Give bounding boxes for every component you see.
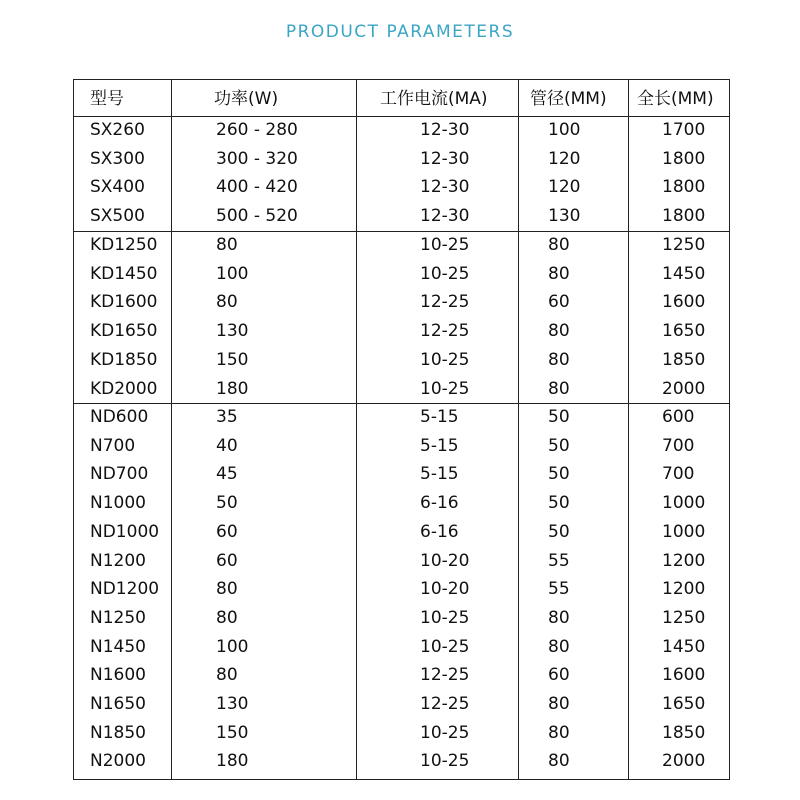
cell-power: 100 <box>216 636 249 657</box>
cell-model: SX400 <box>90 177 145 198</box>
cell-diameter: 80 <box>548 263 570 284</box>
table-row <box>74 747 729 776</box>
cell-length: 2000 <box>662 378 706 399</box>
cell-length: 1600 <box>662 665 706 686</box>
cell-current: 12-25 <box>420 694 470 714</box>
cell-power: 130 <box>216 694 249 714</box>
header-length: 全长(MM) <box>637 89 714 109</box>
table-row <box>74 575 729 604</box>
cell-current: 12-25 <box>420 321 470 342</box>
cell-current: 6-16 <box>420 521 459 542</box>
table-row <box>74 202 729 231</box>
cell-power: 100 <box>216 263 249 284</box>
header-current: 工作电流(MA) <box>380 89 488 109</box>
cell-power: 50 <box>216 493 238 514</box>
table-row <box>74 375 729 404</box>
cell-diameter: 55 <box>548 550 570 571</box>
cell-diameter: 80 <box>548 722 570 743</box>
cell-power: 150 <box>216 722 249 743</box>
cell-current: 10-25 <box>420 636 470 657</box>
cell-length: 1700 <box>662 120 706 140</box>
cell-model: KD1850 <box>90 349 158 370</box>
header-model: 型号 <box>90 89 124 109</box>
cell-current: 12-30 <box>420 177 470 198</box>
cell-diameter: 80 <box>548 321 570 342</box>
cell-diameter: 80 <box>548 751 570 772</box>
cell-power: 500 - 520 <box>216 206 298 227</box>
cell-model: SX500 <box>90 206 145 227</box>
cell-model: N1200 <box>90 550 146 571</box>
cell-length: 1800 <box>662 206 706 227</box>
cell-diameter: 50 <box>548 521 570 542</box>
cell-model: N2000 <box>90 751 146 772</box>
cell-model: KD1250 <box>90 235 158 255</box>
cell-current: 5-15 <box>420 407 459 427</box>
cell-power: 260 - 280 <box>216 120 298 140</box>
cell-power: 45 <box>216 464 238 485</box>
cell-length: 1450 <box>662 636 706 657</box>
cell-model: KD1450 <box>90 263 158 284</box>
cell-length: 1200 <box>662 550 706 571</box>
table-row <box>74 518 729 547</box>
cell-model: SX260 <box>90 120 145 140</box>
cell-current: 10-25 <box>420 349 470 370</box>
cell-current: 10-25 <box>420 378 470 399</box>
cell-current: 10-25 <box>420 235 470 255</box>
cell-current: 10-25 <box>420 607 470 628</box>
cell-current: 12-30 <box>420 206 470 227</box>
cell-diameter: 50 <box>548 464 570 485</box>
cell-diameter: 50 <box>548 407 570 427</box>
parameters-table <box>73 79 730 780</box>
cell-model: N1450 <box>90 636 146 657</box>
cell-length: 1250 <box>662 235 706 255</box>
table-row <box>74 432 729 461</box>
cell-power: 60 <box>216 550 238 571</box>
cell-diameter: 80 <box>548 607 570 628</box>
table-header-row <box>74 80 729 109</box>
cell-length: 700 <box>662 464 695 485</box>
cell-diameter: 80 <box>548 349 570 370</box>
table-row <box>74 260 729 289</box>
cell-power: 80 <box>216 292 238 313</box>
cell-length: 1800 <box>662 177 706 198</box>
table-row <box>74 690 729 719</box>
cell-diameter: 80 <box>548 694 570 714</box>
cell-model: KD1600 <box>90 292 158 313</box>
cell-current: 5-15 <box>420 464 459 485</box>
cell-diameter: 55 <box>548 579 570 600</box>
cell-power: 300 - 320 <box>216 148 298 169</box>
cell-current: 12-30 <box>420 148 470 169</box>
cell-model: N1850 <box>90 722 146 743</box>
cell-length: 1650 <box>662 694 706 714</box>
cell-current: 10-25 <box>420 751 470 772</box>
header-power: 功率(W) <box>214 89 279 109</box>
table-row <box>74 547 729 576</box>
cell-model: N1650 <box>90 694 146 714</box>
table-row <box>74 346 729 375</box>
cell-diameter: 120 <box>548 177 581 198</box>
table-row <box>74 145 729 174</box>
header-diameter: 管径(MM) <box>530 89 607 109</box>
cell-power: 80 <box>216 607 238 628</box>
cell-model: N1600 <box>90 665 146 686</box>
cell-length: 1650 <box>662 321 706 342</box>
cell-model: ND700 <box>90 464 149 485</box>
cell-length: 700 <box>662 435 695 456</box>
cell-current: 10-25 <box>420 722 470 743</box>
cell-current: 6-16 <box>420 493 459 514</box>
cell-length: 1450 <box>662 263 706 284</box>
cell-power: 35 <box>216 407 238 427</box>
cell-power: 130 <box>216 321 249 342</box>
cell-length: 1000 <box>662 493 706 514</box>
cell-current: 10-20 <box>420 550 470 571</box>
cell-diameter: 80 <box>548 636 570 657</box>
page-title: PRODUCT PARAMETERS <box>285 22 515 42</box>
cell-current: 12-25 <box>420 665 470 686</box>
cell-length: 1850 <box>662 722 706 743</box>
cell-length: 2000 <box>662 751 706 772</box>
table-row <box>74 317 729 346</box>
cell-model: KD2000 <box>90 378 158 399</box>
table-row <box>74 116 729 145</box>
cell-diameter: 80 <box>548 235 570 255</box>
table-row <box>74 719 729 748</box>
cell-model: ND600 <box>90 407 149 427</box>
cell-length: 1250 <box>662 607 706 628</box>
cell-current: 12-25 <box>420 292 470 313</box>
table-row <box>74 403 729 432</box>
cell-current: 5-15 <box>420 435 459 456</box>
cell-power: 180 <box>216 751 249 772</box>
cell-model: ND1000 <box>90 521 160 542</box>
cell-length: 1800 <box>662 148 706 169</box>
table-row <box>74 489 729 518</box>
cell-power: 400 - 420 <box>216 177 298 198</box>
cell-model: ND1200 <box>90 579 160 600</box>
cell-model: N700 <box>90 435 136 456</box>
cell-length: 1200 <box>662 579 706 600</box>
cell-diameter: 50 <box>548 435 570 456</box>
cell-power: 60 <box>216 521 238 542</box>
cell-model: SX300 <box>90 148 145 169</box>
cell-diameter: 120 <box>548 148 581 169</box>
cell-diameter: 60 <box>548 665 570 686</box>
cell-diameter: 80 <box>548 378 570 399</box>
cell-diameter: 100 <box>548 120 581 140</box>
table-row <box>74 633 729 662</box>
cell-diameter: 60 <box>548 292 570 313</box>
cell-current: 12-30 <box>420 120 470 140</box>
table-row <box>74 604 729 633</box>
cell-length: 1000 <box>662 521 706 542</box>
cell-power: 180 <box>216 378 249 399</box>
cell-power: 80 <box>216 579 238 600</box>
cell-model: KD1650 <box>90 321 158 342</box>
cell-power: 40 <box>216 435 238 456</box>
table-row <box>74 460 729 489</box>
cell-model: N1000 <box>90 493 146 514</box>
table-row <box>74 231 729 260</box>
cell-diameter: 50 <box>548 493 570 514</box>
table-row <box>74 661 729 690</box>
cell-current: 10-25 <box>420 263 470 284</box>
cell-power: 80 <box>216 665 238 686</box>
table-row <box>74 288 729 317</box>
cell-length: 1850 <box>662 349 706 370</box>
cell-power: 80 <box>216 235 238 255</box>
cell-model: N1250 <box>90 607 146 628</box>
cell-power: 150 <box>216 349 249 370</box>
cell-diameter: 130 <box>548 206 581 227</box>
cell-length: 600 <box>662 407 695 427</box>
cell-current: 10-20 <box>420 579 470 600</box>
cell-length: 1600 <box>662 292 706 313</box>
table-row <box>74 173 729 202</box>
